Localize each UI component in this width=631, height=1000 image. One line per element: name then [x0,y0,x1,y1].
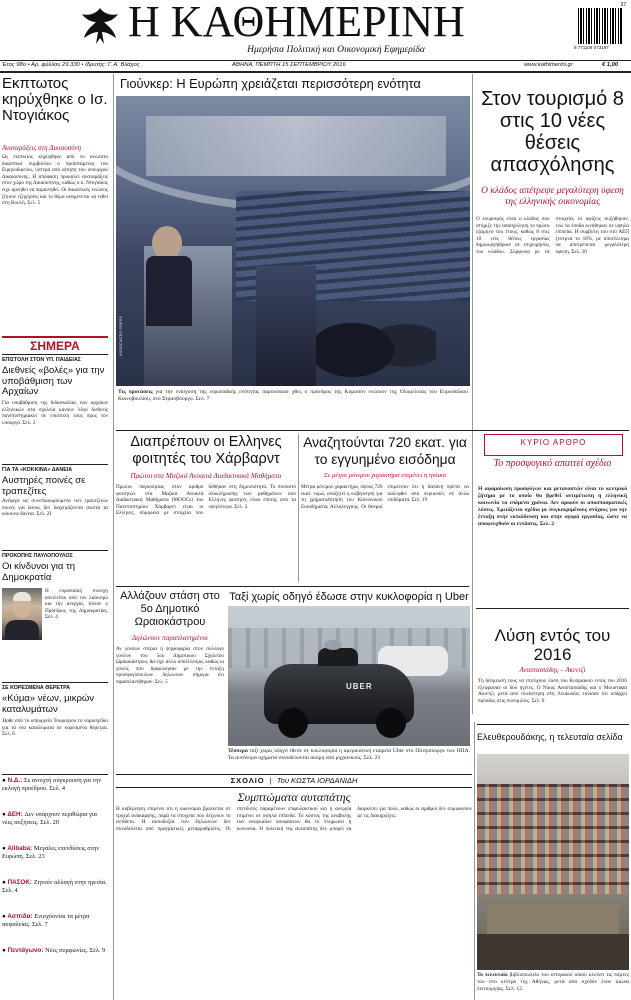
income-body: Μέτρα μόνιμου χαρακτήρα, ύψους 720 εκατ. ευρώ, αναζητεί η κυβέρνηση για τη χρηματοδότηση του Κοινωνικού Εισοδήματος Αλληλεγγύης. Οι θεσμοί επιμένουν ότι η δαπάνη πρέπει να καλυφθεί από περικοπές σε άλλα επιδόματα. Σελ. 19 [301,484,469,510]
income-story [301,432,469,584]
short-lead: ΔΕΗ: [7,811,23,818]
bookshop-story [477,724,629,1000]
uber-headline[interactable]: Ταξί χωρίς οδηγό έδωσε στην κυκλοφορία η Uber [229,591,469,603]
bookshop-caption [477,972,629,1000]
news-short[interactable]: ● ΠΑΣΟΚ: Ζητούν αλλαγή στην ηγεσία. Σελ. 4 [2,879,107,894]
parliament-photo [116,96,470,386]
cyprus-headline[interactable]: Λύση εντός του 2016 [494,626,611,664]
school-story [116,588,224,770]
bookshop-photo [477,754,629,970]
editorial-body: Η αφομοίωση προσφύγων και μεταναστών είναι το κεντρικό ζήτημα με το οποίο θα βρεθεί αντιμέτωπη η ελληνική κοινωνία τα επόμενα χρόνια. Δεν αρκούν οι αποσπασματικές λύσεις. Χρειάζεται σχέδιο με συγκεκριμένους στόχους για την ένταξη στην εκπαίδευση και στην αγορά εργασίας, ώστε να αποφευχθούν οι εντάσεις. Σελ. 2 [478,486,627,527]
caption-lead: Τις προτάσεις [118,389,153,395]
item-body: Για υποβάθμιση της διδασκαλίας των αρχαίων ελληνικών στα σχολεία κάνουν λόγο διεθνείς πανεπιστημιακοί σε επιστολή τους προς τον υπουργό. Σελ. 3 [2,400,108,426]
masthead [0,0,631,72]
harvard-body: Πρώτοι παγκοσμίως στον αριθμό φοιτητών στα Μαζικά Ανοικτά Διαδικτυακά Μαθήματα (MOOCs) του Πανεπιστημίου Χάρβαρντ είναι οι Ελληνες, σύμφωνα με στοιχεία που δόθηκαν στη δημοσιότητα. Το ποσοστό ολοκλήρωσης των μαθημάτων από Ελληνες φοιτητές είναι επίσης από τα υψηλότερα. Σελ. 3 [116,484,296,517]
item-title[interactable]: Διεθνείς «βολές» για την υποβάθμιση των Αρχαίων [2,365,105,397]
cyprus-story [476,608,629,720]
newspaper-subtitle: Ημερήσια Πολιτική και Οικονομική Εφημερίδα [247,45,425,55]
commentary-body: Η κυβέρνηση επιμένει ότι η οικονομία βρίσκεται σε τροχιά ανάκαμψης, παρά τα στοιχεία που δείχνουν το αντίθετο. Η αισιοδοξία των δηλώσεων δεν συνοδεύεται από πραγματικές μεταρρυθμίσεις. Οι επενδυτές παραμένουν επιφυλακτικοί και η ανεργία επιμένει σε υψηλά επίπεδα. Το κόστος της αναβολής των αναγκαίων αποφάσεων θα το πληρώσει η κοινωνία. Η πολιτική της αυταπάτης δεν μπορεί να διαρκέσει για πολύ, καθώς οι αριθμοί δεν συμφωνούν με τις διακηρύξεις. [116,806,472,832]
lead-story-body: Ως έκπτωτος κηρύχθηκε από το ανώτατο δικαστικό συμβούλιο ο προϊστάμενος του Ειρηνοδικείου, ύστερα από αίτηση του υπουργού Δικαιοσύνης. Η απόφαση προκαλεί αναταράξεις στον χώρο της Δικαιοσύνης, καθώς ο κ. Ντογιάκος είχε αρνηθεί να παραιτηθεί. Οι δικαστικές ενώσεις ζητούν εξηγήσεις και το θέμα αναμένεται να τεθεί στη Βουλή. Σελ. 5 [2,154,108,207]
school-body: Αν γονέων στέρια ή ψηφοφορία στον σύλλογο γονέων του 5ου Δημοτικού Σχολείου Ωραιοκάστρου, θα είχε άλλο αποτέλεσμα, καθώς οι γονείς που διαφώνησαν με την ένταξη προσφυγόπουλων δηλώνουν σήμερα ότι παραπλανήθηκαν. Σελ. 5 [116,646,224,685]
uber-caption [228,748,470,768]
short-lead: Ασπίδα: [7,913,33,920]
item-section-label: ΓΙΑ ΤΑ «ΚΟΚΚΙΝΑ» ΔΑΝΕΙΑ [2,467,73,473]
item-body: Ήρθε από το υπουργείο Τουρισμού το νομοσχέδιο για τα νέα καταλύματα σε κορεσμένα θέρετρα. Σελ. 6 [2,718,108,738]
harvard-story [116,432,296,584]
school-headline[interactable]: Αλλάζουν στάση στο 5ο Δημοτικό Ωραιοκάστρου [120,590,220,628]
issue-number: Αρ. φύλλου 29.330 [31,62,80,68]
caption-text: για την ενίσχυση της ευρωπαϊκής ενότητας παρουσίασε χθες ο πρόεδρος της Κομισιόν ενώπιον της Ολομέλειας του Ευρωπαϊκού Κοινοβουλίου, στο Στρασβούργο. Σελ. 7 [118,389,468,402]
commentary-author: Του ΚΩΣΤΑ ΙΟΡΔΑΝΙΔΗ [276,776,358,785]
left-column [0,74,112,1000]
commentary-header: ΣΧΟΛΙΟ | Του ΚΩΣΤΑ ΙΟΡΔΑΝΙΔΗ [230,776,358,785]
short-text: Δεν υπάρχουν περιθώρια για νέες αυξήσεις. Σελ. 20 [2,811,97,826]
short-lead: Πεντάγωνο: [7,947,44,954]
tourism-deck: Ο κλάδος απέτρεψε μεγαλύτερη ύφεση της ελληνικής οικονομίας [481,186,624,207]
editorial-title[interactable]: Το προσφυγικό απαιτεί σχέδιο [493,458,612,469]
harvard-deck: Πρώτοι στα Μαζικά Ανοικτά Διαδικτυακά Μαθήματα [130,472,282,480]
short-text: Ζητούν αλλαγή στην ηγεσία. Σελ. 4 [2,879,107,894]
dateline: ΑΘΗΝΑ, ΠΕΜΠΤΗ 15 ΣΕΠΤΕΜΒΡΙΟΥ 2016 [232,62,346,68]
bookshop-headline[interactable]: Ελευθερουδάκης, η τελευταία σελίδα [477,732,623,742]
lead-story-title[interactable]: Εκπτωτος κηρύχθηκε ο Ισ. Ντογιάκος [2,75,108,124]
item-section-label: ΕΠΙΣΤΟΛΗ ΣΤΟΝ ΥΠ. ΠΑΙΔΕΙΑΣ [2,357,81,363]
simera-header: ΣΗΜΕΡΑ [30,339,80,353]
editorial-label: ΚΥΡΙΟ ΑΡΘΡΟ [520,438,587,447]
editorial-box [476,434,629,604]
uber-car-photo [228,606,470,746]
barcode-issue-number: 37 [620,2,626,8]
uber-story [228,588,470,770]
tourism-body: Ο τουρισμός είναι ο κλάδος που στήριξε την απασχόληση το πρώτο εξάμηνο του έτους, καθώς 8 στις 10 νέες θέσεις εργασίας δημιουργήθηκαν σε επιχειρήσεις του κλάδου. Σύμφωνα με τα στοιχεία, οι αφίξεις αυξήθηκαν, ενώ τα έσοδα κινήθηκαν σε υψηλά επίπεδα. Η συμβολή του στο ΑΕΠ ξεπερνά το 18%, με αποτέλεσμα να αποτρέπεται μεγαλύτερη ύφεση. Σελ. 20 [476,216,629,255]
caption-lead: Το τελευταίο [477,972,508,978]
commentary-title[interactable]: Συμπτώματα αυταπάτης [237,790,351,804]
item-section-label: ΣΕ ΚΟΡΕΣΜΕΝΑ ΘΕΡΕΤΡΑ [2,685,71,691]
founder-label: Ιδρυτής: Γ. Α. Βλάχος [85,62,140,68]
item-title[interactable]: Οι κίνδυνοι για τη Δημοκρατία [2,561,76,583]
item-body: Ανέφερε ως συνεπικουρούμενα των τραπεζιτών ποινές για όσους δεν διαχειρίζονται σωστά τα κόκκινα δάνεια. Σελ. 21 [2,498,108,518]
short-text: Σε ανοιχτή σύγκρουση για την εκλογή προέδρου. Σελ. 4 [2,777,102,792]
news-shorts-list [2,777,108,955]
short-lead: Alibaba: [7,845,33,852]
eagle-logo-icon [78,4,122,48]
item-body: Η ευρωπαϊκή συνοχή απειλείται από τον λαϊκισμό και την ανεργία, τόνισε ο Πρόεδρος της Δημοκρατίας. Σελ. 4 [45,588,108,621]
income-deck: Σε μέτρα μόνιμου χαρακτήρα επιμένει η τρόικα [323,472,447,479]
short-lead: ΠΑΣΟΚ: [7,879,32,886]
cyprus-deck: Αναστασιάδης – Ακιντζί [519,666,586,674]
tourism-headline[interactable]: Στον τουρισμό 8 στις 10 νέες θέσεις απασχόλησης [481,88,624,176]
lead-story-subtitle: Αναταράξεις στη Δικαιοσύνη [2,144,82,152]
item-title[interactable]: «Κύμα» νέων, μικρών καταλυμάτων [2,693,95,715]
caption-text: βιβλιοπωλείο του ιστορικού οίκου κλείνει τις πόρτες του στο κέντρο της Αθήνας, μετά από σχεδόν έναν αιώνα λειτουργίας. Σελ. 12 [477,972,629,992]
income-headline[interactable]: Αναζητούνται 720 εκατ. για το εγγυημένο εισόδημα [303,435,467,467]
top-story-headline[interactable]: Γιούνκερ: Η Ευρώπη χρειάζεται περισσότερη ενότητα [120,76,421,91]
short-lead: Ν.Δ.: [7,777,23,784]
short-text: Μεγάλες επενδύσεις στην Ευρώπη. Σελ. 23 [2,845,100,860]
portrait-photo [2,588,42,640]
news-short[interactable]: ● Πεντάγωνο: Νέες συμφωνίες. Σελ. 9 [2,947,106,954]
news-short[interactable]: ● Ν.Δ.: Σε ανοιχτή σύγκρουση για την εκλογή προέδρου. Σελ. 4 [2,777,102,792]
price: € 1,00 [602,62,619,68]
photo-credit: ASSOCIATED PRESS [118,316,123,357]
cyprus-body: Τη δέσμευσή τους να επιτύχουν λύση του Κυπριακού εντός του 2016 εξέφρασαν οι δύο ηγέτες. Ο Νίκος Αναστασιάδης και ο Μουσταφά Ακιντζί, μετά από συνάντηση στη Λευκωσία, τόνισαν ότι υπάρχει πρόοδος στις συνομιλίες. Σελ. 8 [478,678,627,704]
news-short[interactable]: ● Ασπίδα: Ενισχύονται τα μέτρα ασφαλείας. Σελ. 7 [2,913,90,928]
news-short[interactable]: ● Alibaba: Μεγάλες επενδύσεις στην Ευρώπη. Σελ. 23 [2,845,100,860]
commentary-section-label: ΣΧΟΛΙΟ [230,776,265,785]
news-short[interactable]: ● ΔΕΗ: Δεν υπάρχουν περιθώρια για νέες αυξήσεις. Σελ. 20 [2,811,97,826]
dateline-bar: Έτος 98ο • Αρ. φύλλου 29.330 • Ιδρυτής: Γ. Α. Βλάχος ΑΘΗΝΑ, ΠΕΜΠΤΗ 15 ΣΕΠΤΕΜΒΡΙΟΥ 2016 www.kathimerini.gr € 1,00 [2,62,619,68]
school-deck: Δηλώνουν παραπλανημένοι [131,634,208,642]
item-section-label: ΠΡΟΚΟΠΗΣ ΠΑΥΛΟΠΟΥΛΟΣ [2,553,73,559]
year-label: Έτος 98ο [2,62,26,68]
commentary-column [116,774,472,1000]
item-title[interactable]: Αυστηρές ποινές σε τραπεζίτες [2,475,86,497]
website-link[interactable]: www.kathimerini.gr [524,62,573,68]
short-text: Νέες συμφωνίες. Σελ. 9 [45,947,106,954]
barcode-digits: 9 771108 073197 [574,45,609,50]
tourism-story [476,76,629,426]
newspaper-title: Η ΚΑΘΗΜΕΡΙΝΗ [128,0,465,46]
top-story [116,74,470,426]
top-story-caption [118,389,468,423]
barcode [574,4,626,54]
caption-text: ταξί χωρίς οδηγό έθεσε σε κυκλοφορία η αμερικανική εταιρεία Uber στο Πίτσμπουργκ των ΗΠΑ. Τα αυτόνομα οχήματα συνοδεύονται ακόμη από μηχανικούς. Σελ. 23 [228,748,470,761]
caption-lead: Τέσσερα [228,748,248,754]
uber-car-logo: UBER [346,682,373,691]
short-text: Ενισχύονται τα μέτρα ασφαλείας. Σελ. 7 [2,913,90,928]
harvard-headline[interactable]: Διαπρέπουν οι Ελληνες φοιτητές του Χάρβαρντ [130,434,282,467]
